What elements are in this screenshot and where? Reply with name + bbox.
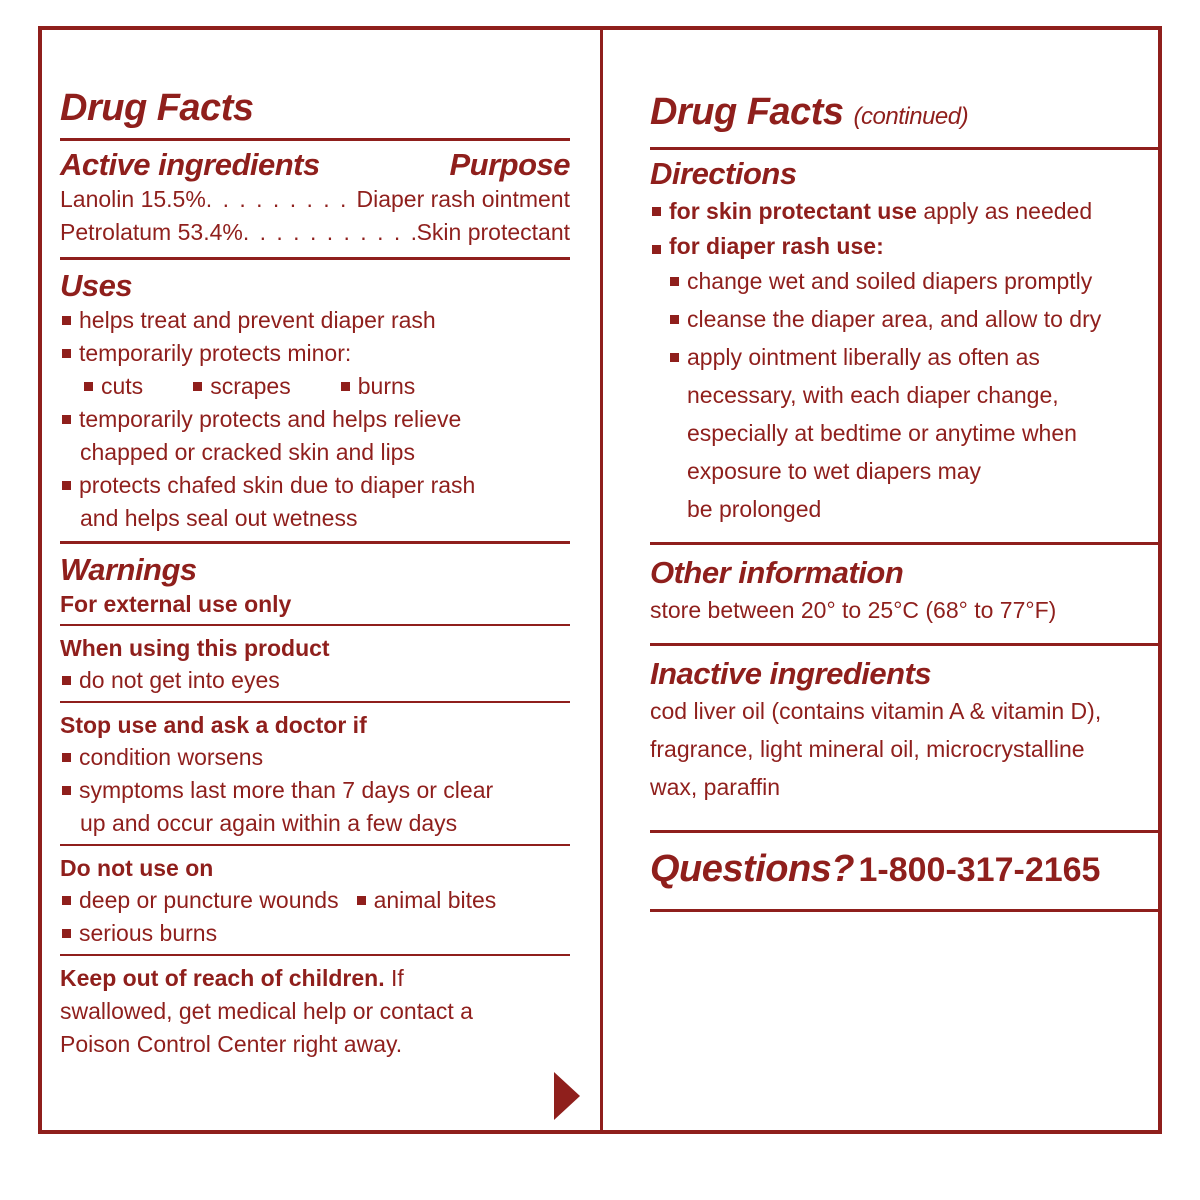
list-item-continuation: necessary, with each diaper change,: [687, 382, 1059, 408]
list-item: [355, 884, 497, 917]
external-use-only: For external use only: [60, 591, 292, 617]
divider: [650, 147, 1160, 150]
list-item-text: deep or puncture wounds: [79, 887, 339, 913]
inactive-line: wax, paraffin: [650, 774, 780, 800]
bullet-icon: [652, 245, 661, 254]
list-item: [668, 262, 1160, 300]
list-item-text: animal bites: [373, 887, 497, 913]
inactive-ingredients-heading: Inactive ingredients: [650, 656, 932, 691]
list-item-continuation: be prolonged: [687, 496, 822, 522]
list-item: [60, 337, 570, 370]
list-item: [60, 469, 570, 502]
bullet-icon: [62, 481, 71, 490]
bullet-icon: [62, 753, 71, 762]
do-not-use-row: [60, 884, 570, 917]
column-divider: [600, 26, 603, 1134]
list-item: [60, 664, 570, 697]
active-ingredients-heading: Active ingredients: [60, 147, 320, 182]
bullet-icon: [670, 315, 679, 324]
bullet-icon: [670, 277, 679, 286]
list-item-text: change wet and soiled diapers promptly: [687, 268, 1093, 294]
bullet-icon: [62, 786, 71, 795]
diaper-rash-sub-list: [650, 262, 1160, 528]
list-item: [60, 403, 570, 436]
continue-arrow-icon: [554, 1072, 580, 1120]
list-item-continuation: chapped or cracked skin and lips: [80, 439, 415, 465]
dir-rest: apply as needed: [923, 198, 1093, 224]
list-item: [82, 370, 143, 403]
divider: [60, 701, 570, 703]
list-item-text: temporarily protects and helps relieve: [79, 406, 462, 432]
list-item-text: condition worsens: [79, 744, 264, 770]
leader-dots: [243, 216, 417, 249]
leader-dots: [206, 183, 357, 216]
inactive-line: cod liver oil (contains vitamin A & vitamin D),: [650, 698, 1102, 724]
divider: [60, 624, 570, 626]
other-information-heading: Other information: [650, 555, 904, 590]
list-item-text: cuts: [101, 373, 144, 399]
bullet-icon: [652, 207, 661, 216]
divider: [60, 257, 570, 260]
list-item-text: helps treat and prevent diaper rash: [79, 307, 436, 333]
divider: [60, 138, 570, 141]
bullet-icon: [357, 896, 366, 905]
keep-out-line: swallowed, get medical help or contact a: [60, 998, 473, 1024]
ingredient-row: [60, 216, 570, 249]
ingredient-row: [60, 183, 570, 216]
drug-facts-title: Drug Facts: [60, 87, 254, 129]
list-item-text: serious burns: [79, 920, 218, 946]
list-item: [668, 300, 1160, 338]
list-item: [668, 338, 1160, 376]
list-item: [60, 741, 570, 774]
list-item-text: apply ointment liberally as often as: [687, 344, 1040, 370]
divider: [650, 542, 1160, 545]
list-item: [60, 884, 339, 917]
divider: [60, 844, 570, 846]
inactive-line: fragrance, light mineral oil, microcrystalline: [650, 736, 1085, 762]
continued-label: (continued): [853, 103, 969, 130]
divider: [650, 643, 1160, 646]
list-item-continuation: especially at bedtime or anytime when: [687, 420, 1077, 446]
list-item-text: burns: [357, 373, 416, 399]
bullet-icon: [62, 929, 71, 938]
bullet-icon: [62, 415, 71, 424]
phone-number: 1-800-317-2165: [858, 851, 1101, 889]
ingredient-name: Petrolatum 53.4%: [60, 219, 243, 245]
bullet-icon: [62, 316, 71, 325]
divider: [60, 541, 570, 544]
keep-out-if: If: [391, 965, 404, 991]
list-item: [60, 304, 570, 337]
other-information-text: store between 20° to 25°C (68° to 77°F): [650, 597, 1057, 623]
stop-use-heading: Stop use and ask a doctor if: [60, 712, 367, 738]
bullet-icon: [62, 349, 71, 358]
list-item-text: scrapes: [210, 373, 291, 399]
list-item: [650, 192, 1160, 230]
keep-out-line: Poison Control Center right away.: [60, 1031, 403, 1057]
dir-bold: for skin protectant use: [669, 198, 917, 224]
uses-heading: Uses: [60, 268, 133, 303]
drug-facts-continued-title: [650, 90, 1160, 139]
sub-list: [60, 370, 570, 403]
directions-heading: Directions: [650, 156, 797, 191]
list-item: [60, 774, 570, 807]
dir-bold: for diaper rash use:: [669, 233, 884, 259]
keep-out-statement: [60, 962, 570, 995]
left-panel: [60, 86, 570, 1061]
active-header: [60, 147, 570, 183]
questions-label: Questions?: [650, 848, 855, 890]
list-item-text: symptoms last more than 7 days or clear: [79, 777, 494, 803]
list-item-continuation: exposure to wet diapers may: [687, 458, 982, 484]
bullet-icon: [62, 896, 71, 905]
list-item: [191, 370, 291, 403]
bullet-icon: [84, 382, 93, 391]
warnings-heading: Warnings: [60, 552, 197, 587]
questions-row: [650, 847, 1160, 891]
divider: [650, 830, 1160, 833]
bullet-icon: [193, 382, 202, 391]
list-item-continuation: and helps seal out wetness: [80, 505, 358, 531]
list-item-text: do not get into eyes: [79, 667, 280, 693]
list-item-text: protects chafed skin due to diaper rash: [79, 472, 476, 498]
list-item-continuation: up and occur again within a few days: [80, 810, 458, 836]
list-item-text: cleanse the diaper area, and allow to dry: [687, 306, 1102, 332]
bullet-icon: [62, 676, 71, 685]
right-panel: [650, 90, 1160, 912]
purpose-heading: Purpose: [449, 147, 570, 182]
divider: [650, 909, 1160, 912]
title-text: Drug Facts: [650, 91, 844, 133]
list-item-text: temporarily protects minor:: [79, 340, 352, 366]
list-item: [60, 917, 570, 950]
ingredient-purpose: Skin protectant: [416, 219, 570, 245]
list-item: [650, 230, 1160, 262]
when-using-heading: When using this product: [60, 635, 330, 661]
bullet-icon: [670, 353, 679, 362]
keep-out-bold: Keep out of reach of children.: [60, 965, 385, 991]
bullet-icon: [341, 382, 350, 391]
do-not-use-heading: Do not use on: [60, 855, 214, 881]
divider: [60, 954, 570, 956]
ingredient-name: Lanolin 15.5%: [60, 186, 206, 212]
list-item: [339, 370, 416, 403]
ingredient-purpose: Diaper rash ointment: [356, 186, 570, 212]
